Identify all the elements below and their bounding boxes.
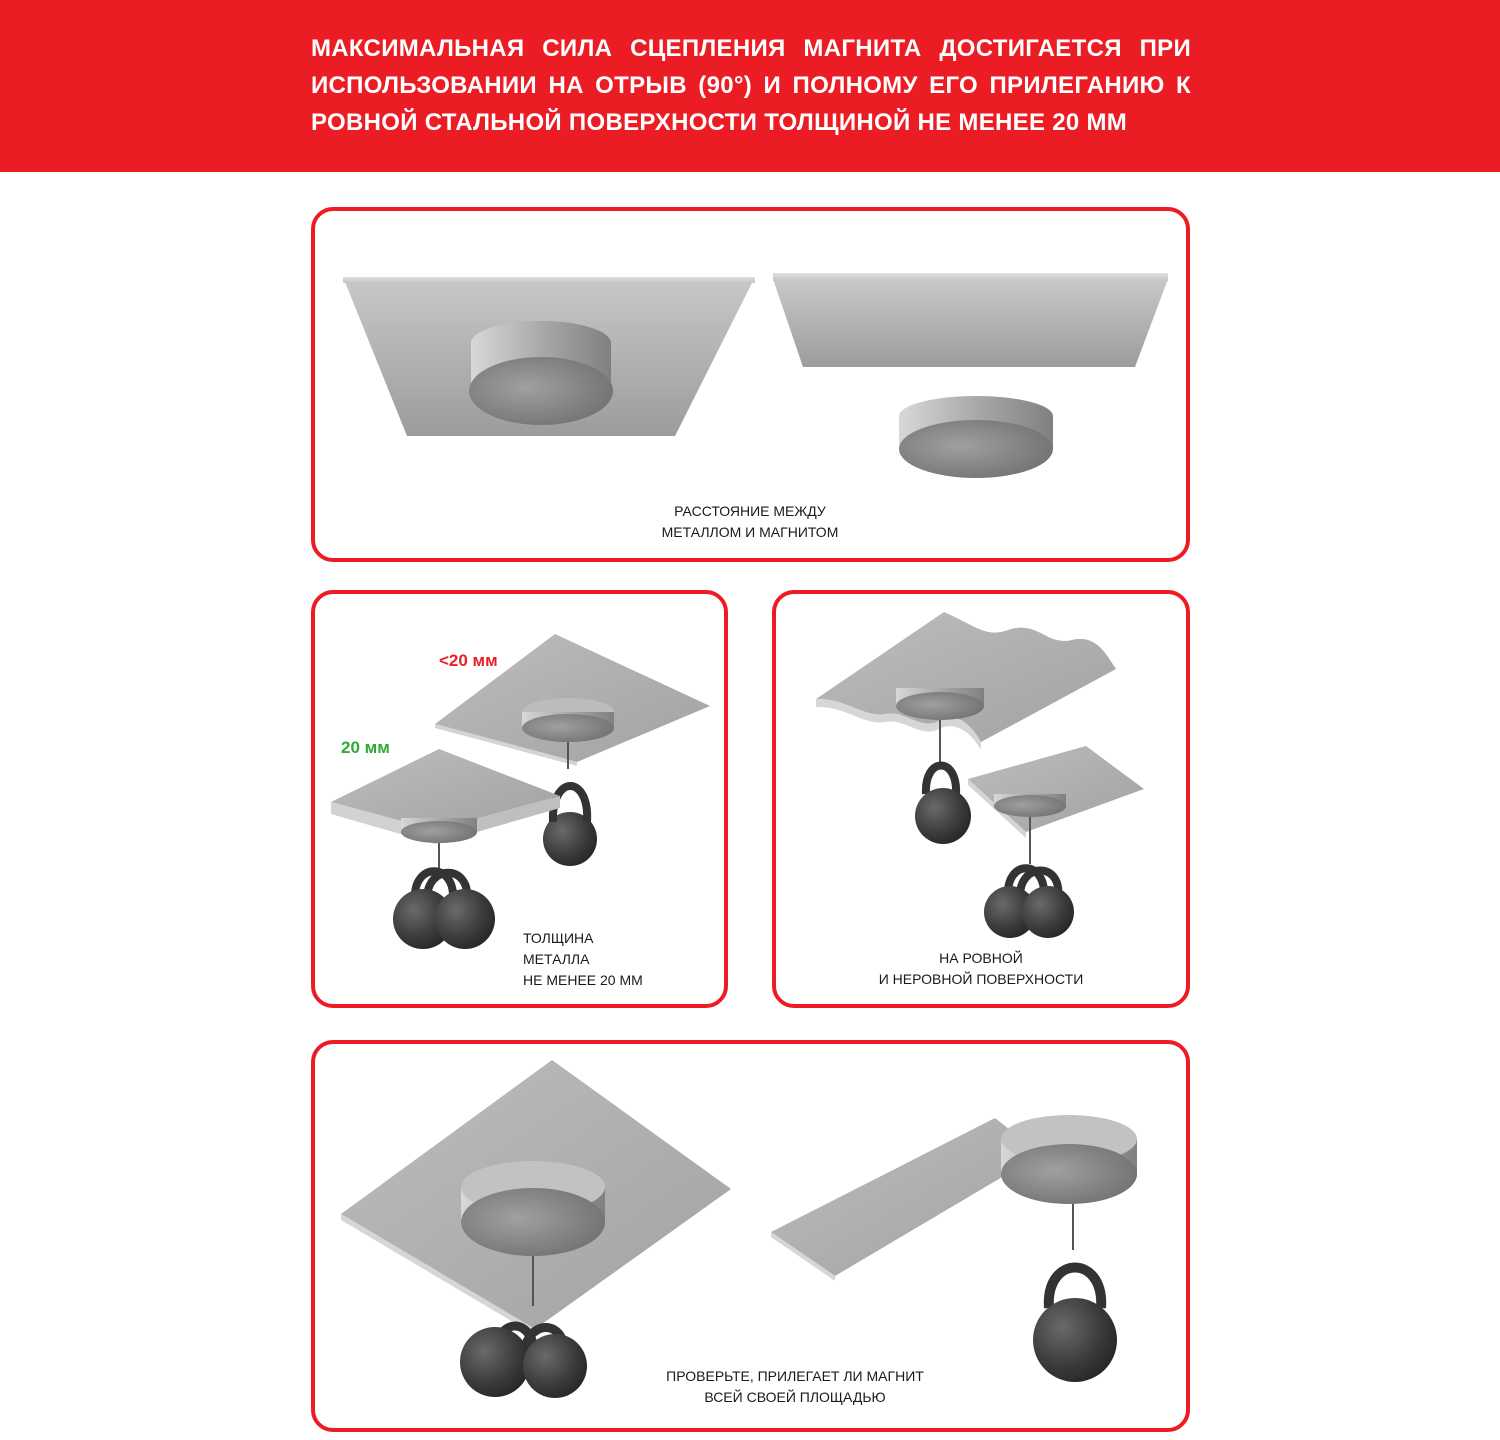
flat-plate: [968, 746, 1144, 832]
label-thick: 20 мм: [341, 738, 390, 757]
panel-thickness: [311, 590, 728, 1008]
magnet-uneven: [896, 692, 984, 720]
magnet-thin: [522, 714, 614, 742]
banner-title: МАКСИМАЛЬНАЯ СИЛА СЦЕПЛЕНИЯ МАГНИТА ДОСТИГАЕТСЯ ПРИ ИСПОЛЬЗОВАНИИ НА ОТРЫВ (90°) И ПОЛНОМУ ЕГО ПРИЛЕГАНИЮ К РОВНОЙ СТАЛЬНОЙ ПОВЕРХНОСТИ ТОЛЩИНОЙ НЕ МЕНЕЕ 20 ММ: [311, 35, 1191, 136]
kettlebell: [915, 788, 971, 844]
caption-distance: РАССТОЯНИЕ МЕЖДУ МЕТАЛЛОМ И МАГНИТОМ: [661, 503, 839, 540]
magnet-flat: [994, 795, 1066, 817]
caption-thickness: ТОЛЩИНА МЕТАЛЛА НЕ МЕНЕЕ 20 ММ: [523, 930, 643, 988]
kettlebell: [435, 889, 495, 949]
kettlebell: [1033, 1298, 1117, 1382]
panel-contact: [311, 1040, 1190, 1432]
panel-surface: [772, 590, 1190, 1008]
header-banner: [0, 0, 1500, 172]
magnet-partial-contact: [1001, 1144, 1137, 1204]
steel-plate-edge: [771, 1118, 1041, 1276]
magnet-thick: [401, 821, 477, 843]
label-thin: <20 мм: [439, 651, 498, 670]
caption-surface: НА РОВНОЙ И НЕРОВНОЙ ПОВЕРХНОСТИ: [878, 950, 1084, 987]
caption-contact: ПРОВЕРЬТЕ, ПРИЛЕГАЕТ ЛИ МАГНИТ ВСЕЙ СВОЕЙ ПЛОЩАДЬЮ: [666, 1368, 924, 1405]
steel-plate-separated: [773, 279, 1168, 367]
kettlebell: [1022, 886, 1074, 938]
magnet-full-contact: [461, 1188, 605, 1256]
kettlebell: [460, 1327, 530, 1397]
panel-distance: [311, 207, 1190, 562]
uneven-plate: [816, 612, 1116, 742]
kettlebell: [523, 1334, 587, 1398]
surface-illustration: [776, 594, 1190, 1008]
